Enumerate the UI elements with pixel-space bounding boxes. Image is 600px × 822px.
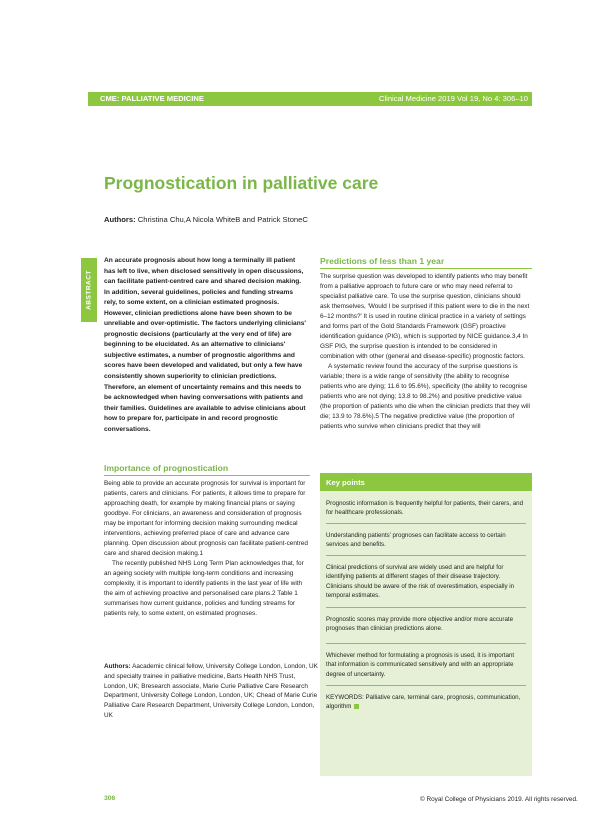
key-point-divider: [326, 555, 526, 556]
end-mark-icon: [354, 704, 359, 709]
predictions-paragraph-1: The surprise question was developed to identify patients who may benefit from a palliative approach to future care or who may need referral to specialist palliative care. To use the surprise question, clinicians should ask themselves, 'Would I be surprised if this patient were to die in the next 6–12 months?' It is used in routine clinical practice in a variety of settings and forms part of the Gold Standards Framework (GSF) proactive identification guidance (PIG), which is supported by NICE guidance.3,4 In GSF PIG, the surprise question is intended to be considered in combination with other (general and disease-specific) prognostic factors.: [320, 273, 530, 360]
section-divider: [320, 268, 532, 269]
affiliations-text: Aacademic clinical fellow, University College London, London, UK and specialty trainee in palliative medicine, Barts Health NHS Trust, London, UK; Bresearch associate, Marie Curie Palliative Care Research Department, University College London, London, UK; Chead of Marie Curie Palliative Care Research Department, University College London, London, UK: [104, 663, 318, 719]
abstract-tab-label: ABSTRACT: [85, 270, 93, 310]
journal-header-bar: [88, 92, 532, 106]
abstract-tab: [81, 258, 97, 322]
keywords-text: KEYWORDS: Palliative care, terminal care, prognosis, communication, algorithm: [326, 694, 521, 711]
predictions-heading: Predictions of less than 1 year: [320, 256, 445, 266]
key-points-header: [320, 473, 532, 491]
key-points-title: Key points: [326, 478, 365, 487]
key-point-divider: [326, 607, 526, 608]
abstract-text: An accurate prognosis about how long a terminally ill patient has left to live, when disclosed sensitively in open discussions, can facilitate patient-centred care and shared decision making. In addition, several guidelines, policies and funding streams rely, to some extent, on a clinician estimated prognosis. However, clinician predictions alone have been shown to be unreliable and over-optimistic. The factors underlying clinicians' prognostic decisions (particularly at the very end of life) are beginning to be elucidated. As an alternative to clinicians' subjective estimates, a number of prognostic algorithms and scores have been developed and validated, but only a few have consistently shown superiority to clinician predictions. Therefore, an element of uncertainty remains and this needs to be acknowledged when having conversations with patients and their families. Guidelines are available to advise clinicians about how to prepare for, participate in and record prognostic conversations.: [104, 257, 306, 433]
key-point-divider: [326, 523, 526, 524]
key-points-box: [320, 473, 532, 776]
author-line: [104, 215, 308, 224]
article-title: Prognostication in palliative care: [104, 173, 379, 193]
key-point: Understanding patients' prognoses can facilitate access to certain services and benefits.: [326, 532, 506, 549]
key-point: Clinical predictions of survival are widely used and are helpful for identifying patients at different stages of their disease trajectory. Clinicians should be aware of the risk of overestimation, especially in temporal estimates.: [326, 564, 515, 600]
keywords: [326, 693, 526, 712]
section-label: CME: PALLIATIVE MEDICINE: [100, 94, 204, 103]
authors-label: Authors:: [104, 215, 136, 224]
importance-body: [104, 479, 310, 619]
predictions-paragraph-2: A systematic review found the accuracy of the surprise questions is variable; there is a wide range of sensitivity (the ability to recognise patients who are dying; 11.6 to 95.6%), specificity (the ability to recognise patients who are not dying; 13.8 to 98.2%) and positive predictive value (the proportion of patients who die when the clinician predicts that they will die; 13.9 to 78.6%).5 The negative predictive value (the proportion of patients who survive when clinicians predict that they will: [320, 363, 530, 430]
copyright: © Royal College of Physicians 2019. All rights reserved.: [420, 796, 578, 803]
predictions-body: [320, 272, 532, 432]
importance-heading: Importance of prognostication: [104, 463, 229, 473]
section-divider: [104, 475, 310, 476]
key-point: Whichever method for formulating a prognosis is used, it is important that information is communicated sensitively and with an appropriate degree of uncertainty.: [326, 652, 515, 678]
affiliations-label: Authors:: [104, 663, 131, 670]
key-point-divider: [326, 643, 526, 644]
importance-paragraph-2: The recently published NHS Long Term Plan acknowledges that, for an ageing society with multiple long-term conditions and increasing complexity, it is important to identify patients in the last year of life with the aim of achieving proactive and personalised care plans.2 Table 1 summarises how current guidance, policies and funding streams for patients rely, to some extent, on estimated prognoses.: [104, 560, 304, 617]
page-number: 306: [104, 795, 116, 802]
journal-citation: Clinical Medicine 2019 Vol 19, No 4: 306–10: [378, 94, 528, 103]
authors-names: Christina Chu,A Nicola WhiteB and Patrick StoneC: [137, 215, 308, 224]
key-point-divider: [326, 685, 526, 686]
importance-paragraph-1: Being able to provide an accurate prognosis for survival is important for patients, carers and clinicians. For patients, it allows time to prepare for approaching death, for example by making financial plans or saying goodbye. For clinicians, an awareness and consideration of prognosis may be important for informing decision making surrounding medical interventions, achieving preferred place of care and advance care planning. Open discussion about prognosis can facilitate patient-centred care and shared decision making.1: [104, 480, 308, 557]
author-affiliations: [104, 662, 318, 721]
key-point: Prognostic information is frequently helpful for patients, their carers, and for healthcare professionals.: [326, 500, 524, 517]
key-point: Prognostic scores may provide more objective and/or more accurate prognoses than clinician predictions alone.: [326, 616, 514, 633]
